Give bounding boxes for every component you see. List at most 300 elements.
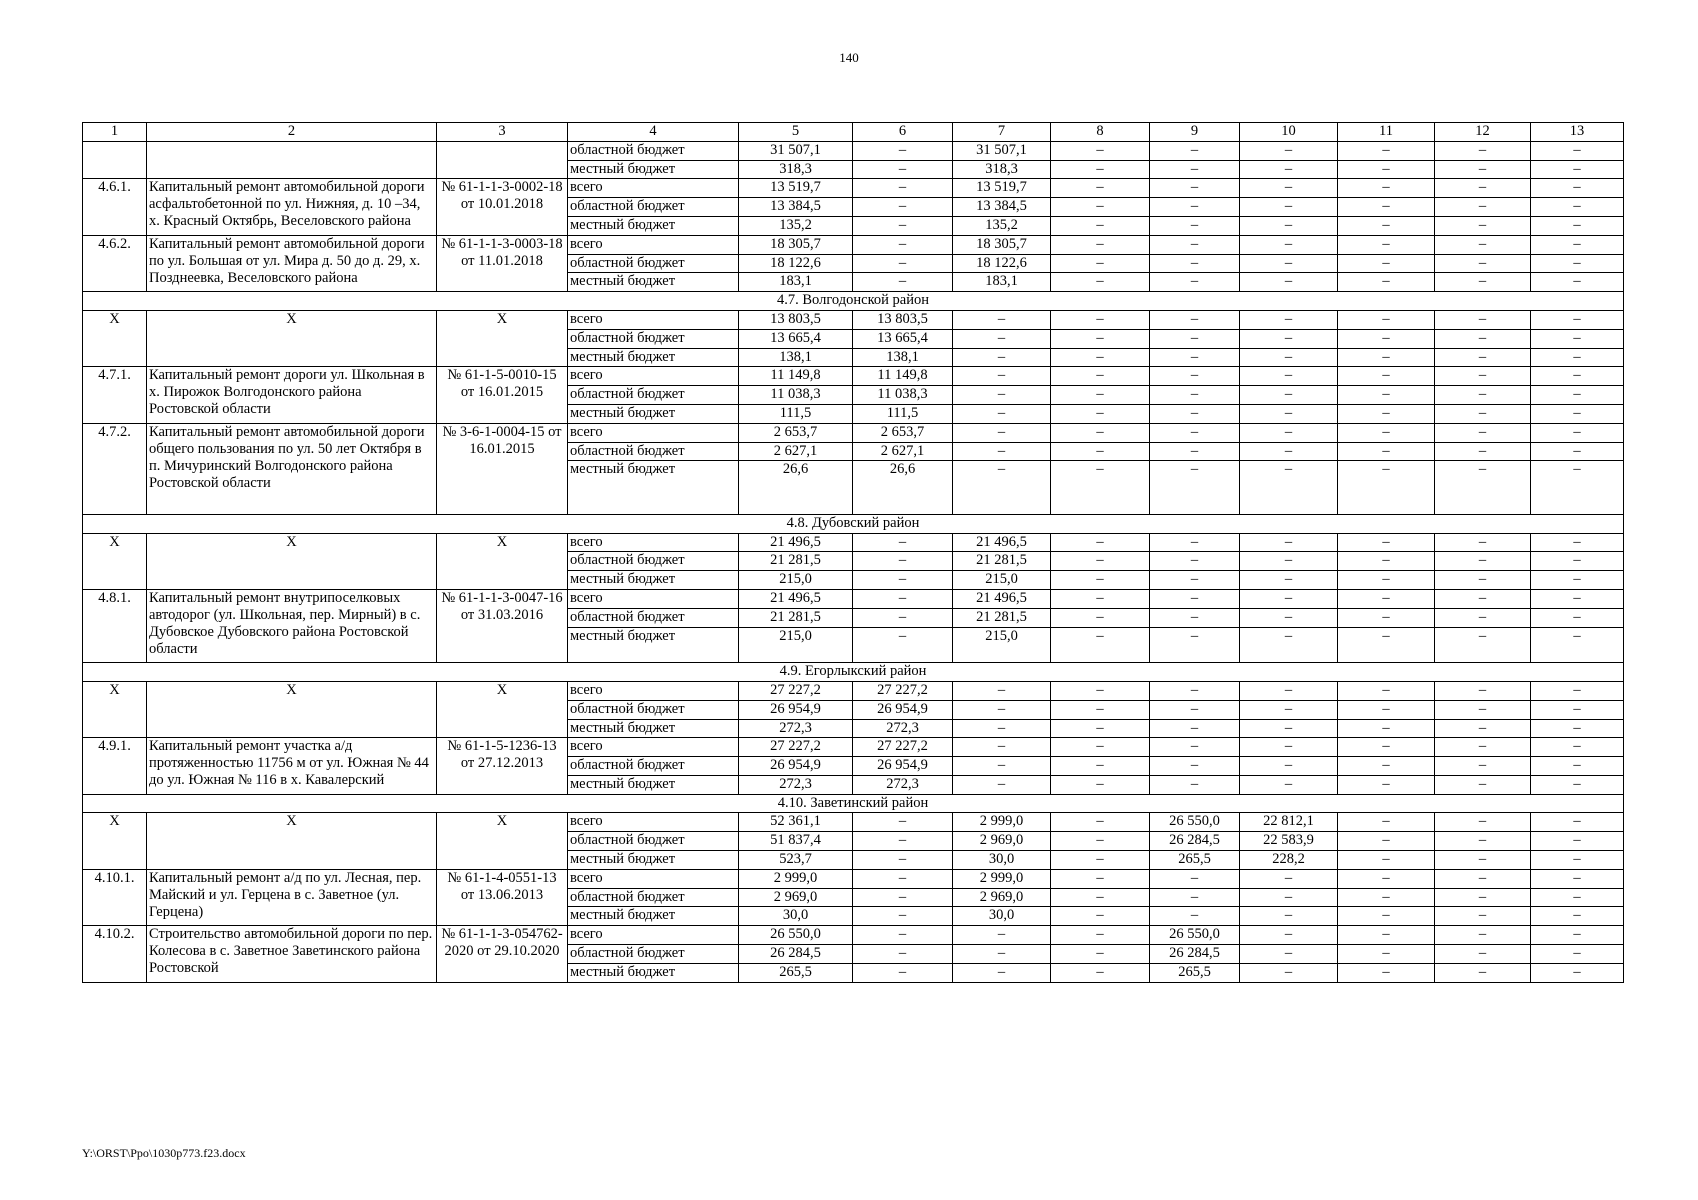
value-cell: – xyxy=(953,367,1051,386)
item-name: Х xyxy=(147,533,437,589)
budget-source-label: местный бюджет xyxy=(568,273,739,292)
value-cell: – xyxy=(1338,738,1435,757)
value-cell: 26 550,0 xyxy=(1150,926,1240,945)
item-number: 4.6.1. xyxy=(83,179,147,235)
value-cell: – xyxy=(1240,757,1338,776)
value-cell: – xyxy=(1240,719,1338,738)
value-cell: – xyxy=(1435,442,1531,461)
value-cell: – xyxy=(1051,386,1150,405)
value-cell: – xyxy=(853,608,953,627)
value-cell: – xyxy=(1150,235,1240,254)
item-number: Х xyxy=(83,533,147,589)
value-cell: – xyxy=(1531,888,1624,907)
value-cell: 26 284,5 xyxy=(1150,832,1240,851)
value-cell: – xyxy=(1435,367,1531,386)
item-document: № 61-1-1-3-054762-2020 от 29.10.2020 xyxy=(437,926,568,982)
value-cell: – xyxy=(853,851,953,870)
budget-source-label: всего xyxy=(568,235,739,254)
column-header: 1 xyxy=(83,123,147,142)
value-cell: – xyxy=(1531,273,1624,292)
value-cell: – xyxy=(1338,179,1435,198)
table-row xyxy=(83,589,1624,608)
value-cell: 26 954,9 xyxy=(739,757,853,776)
value-cell: – xyxy=(1435,198,1531,217)
value-cell: – xyxy=(953,386,1051,405)
value-cell: 27 227,2 xyxy=(853,738,953,757)
value-cell: – xyxy=(1338,869,1435,888)
column-header: 10 xyxy=(1240,123,1338,142)
value-cell: – xyxy=(1435,423,1531,442)
value-cell: – xyxy=(1338,216,1435,235)
value-cell: – xyxy=(1338,329,1435,348)
value-cell: – xyxy=(1435,273,1531,292)
budget-source-label: всего xyxy=(568,179,739,198)
table-row xyxy=(83,367,1624,386)
item-name: Капитальный ремонт участка а/д протяженностью 11756 м от ул. Южная № 44 до ул. Южная № 116 в х. Кавалерский xyxy=(147,738,437,794)
value-cell: 11 149,8 xyxy=(853,367,953,386)
value-cell: 11 038,3 xyxy=(853,386,953,405)
value-cell: – xyxy=(1051,851,1150,870)
value-cell: – xyxy=(1240,963,1338,982)
value-cell: – xyxy=(953,738,1051,757)
value-cell: – xyxy=(1051,423,1150,442)
value-cell: – xyxy=(1531,198,1624,217)
value-cell: – xyxy=(1240,461,1338,514)
value-cell: – xyxy=(1240,367,1338,386)
value-cell: – xyxy=(1240,273,1338,292)
value-cell: – xyxy=(1051,160,1150,179)
value-cell: – xyxy=(1531,235,1624,254)
value-cell: – xyxy=(1240,775,1338,794)
value-cell: – xyxy=(1338,310,1435,329)
value-cell: 21 496,5 xyxy=(739,533,853,552)
value-cell: – xyxy=(953,348,1051,367)
value-cell: – xyxy=(1051,552,1150,571)
item-number: 4.10.1. xyxy=(83,869,147,925)
value-cell: – xyxy=(1338,386,1435,405)
value-cell: – xyxy=(1531,627,1624,663)
value-cell: – xyxy=(1051,571,1150,590)
item-number: 4.7.2. xyxy=(83,423,147,514)
value-cell: – xyxy=(1150,888,1240,907)
value-cell: – xyxy=(1531,757,1624,776)
value-cell: – xyxy=(1435,719,1531,738)
value-cell: – xyxy=(1150,608,1240,627)
value-cell: 272,3 xyxy=(853,719,953,738)
budget-source-label: всего xyxy=(568,310,739,329)
budget-source-label: областной бюджет xyxy=(568,141,739,160)
value-cell: – xyxy=(1338,552,1435,571)
value-cell: – xyxy=(853,813,953,832)
value-cell: – xyxy=(1435,235,1531,254)
item-number xyxy=(83,141,147,179)
value-cell: – xyxy=(1435,832,1531,851)
value-cell: – xyxy=(853,235,953,254)
value-cell: 272,3 xyxy=(739,775,853,794)
value-cell: 52 361,1 xyxy=(739,813,853,832)
value-cell: – xyxy=(1240,552,1338,571)
value-cell: – xyxy=(1435,589,1531,608)
value-cell: – xyxy=(1531,461,1624,514)
value-cell: – xyxy=(1338,907,1435,926)
value-cell: – xyxy=(1435,533,1531,552)
value-cell: – xyxy=(1531,832,1624,851)
budget-source-label: областной бюджет xyxy=(568,442,739,461)
value-cell: – xyxy=(1435,888,1531,907)
item-document: Х xyxy=(437,813,568,869)
item-name: Строительство автомобильной дороги по пер. Колесова в с. Заветное Заветинского района Ростовской xyxy=(147,926,437,982)
value-cell: – xyxy=(1338,404,1435,423)
value-cell: 318,3 xyxy=(953,160,1051,179)
budget-source-label: областной бюджет xyxy=(568,945,739,964)
value-cell: – xyxy=(1150,757,1240,776)
value-cell: – xyxy=(1435,869,1531,888)
value-cell: – xyxy=(1051,869,1150,888)
value-cell: – xyxy=(1051,141,1150,160)
value-cell: – xyxy=(1531,681,1624,700)
value-cell: – xyxy=(1435,216,1531,235)
value-cell: – xyxy=(1150,627,1240,663)
value-cell: – xyxy=(1338,813,1435,832)
table-row xyxy=(83,926,1624,945)
value-cell: – xyxy=(953,926,1051,945)
column-header: 2 xyxy=(147,123,437,142)
column-header: 13 xyxy=(1531,123,1624,142)
value-cell: – xyxy=(1338,851,1435,870)
value-cell: – xyxy=(1531,348,1624,367)
value-cell: – xyxy=(953,963,1051,982)
value-cell: 183,1 xyxy=(739,273,853,292)
value-cell: – xyxy=(1531,179,1624,198)
value-cell: 183,1 xyxy=(953,273,1051,292)
item-number: Х xyxy=(83,681,147,737)
value-cell: – xyxy=(1338,963,1435,982)
value-cell: – xyxy=(1150,179,1240,198)
budget-source-label: местный бюджет xyxy=(568,719,739,738)
value-cell: – xyxy=(1338,775,1435,794)
budget-source-label: местный бюджет xyxy=(568,907,739,926)
value-cell: – xyxy=(1338,273,1435,292)
value-cell: – xyxy=(1051,404,1150,423)
value-cell: – xyxy=(1531,963,1624,982)
table-row xyxy=(83,141,1624,160)
budget-source-label: областной бюджет xyxy=(568,552,739,571)
item-document: № 61-1-1-3-0003-18 от 11.01.2018 xyxy=(437,235,568,291)
budget-source-label: всего xyxy=(568,423,739,442)
budget-source-label: местный бюджет xyxy=(568,775,739,794)
value-cell: – xyxy=(853,179,953,198)
value-cell: – xyxy=(1150,589,1240,608)
item-document: № 61-1-5-1236-13 от 27.12.2013 xyxy=(437,738,568,794)
value-cell: – xyxy=(1150,216,1240,235)
value-cell: – xyxy=(853,198,953,217)
value-cell: – xyxy=(1051,348,1150,367)
value-cell: – xyxy=(1240,329,1338,348)
value-cell: – xyxy=(1435,552,1531,571)
value-cell: 13 384,5 xyxy=(953,198,1051,217)
value-cell: – xyxy=(1051,461,1150,514)
value-cell: – xyxy=(1435,851,1531,870)
value-cell: – xyxy=(1531,310,1624,329)
value-cell: 21 281,5 xyxy=(739,552,853,571)
item-document: № 61-1-1-3-0047-16 от 31.03.2016 xyxy=(437,589,568,662)
value-cell: 2 627,1 xyxy=(853,442,953,461)
budget-table xyxy=(82,122,1624,983)
value-cell: – xyxy=(1435,254,1531,273)
value-cell: – xyxy=(1435,775,1531,794)
budget-source-label: всего xyxy=(568,926,739,945)
value-cell: – xyxy=(1531,386,1624,405)
value-cell: – xyxy=(1051,329,1150,348)
value-cell: – xyxy=(1240,179,1338,198)
budget-source-label: всего xyxy=(568,367,739,386)
value-cell: – xyxy=(1051,235,1150,254)
item-document: № 61-1-1-3-0002-18 от 10.01.2018 xyxy=(437,179,568,235)
value-cell: 26 284,5 xyxy=(739,945,853,964)
value-cell: 26 954,9 xyxy=(853,700,953,719)
value-cell: 138,1 xyxy=(739,348,853,367)
value-cell: 318,3 xyxy=(739,160,853,179)
value-cell: – xyxy=(1051,254,1150,273)
value-cell: 13 665,4 xyxy=(853,329,953,348)
budget-source-label: местный бюджет xyxy=(568,963,739,982)
value-cell: – xyxy=(1435,160,1531,179)
item-document: № 61-1-5-0010-15 от 16.01.2015 xyxy=(437,367,568,423)
value-cell: – xyxy=(1338,945,1435,964)
value-cell: – xyxy=(1338,442,1435,461)
table-row xyxy=(83,869,1624,888)
value-cell: 2 999,0 xyxy=(953,869,1051,888)
value-cell: – xyxy=(1051,273,1150,292)
value-cell: – xyxy=(853,216,953,235)
budget-source-label: областной бюджет xyxy=(568,386,739,405)
section-title: 4.10. Заветинский район xyxy=(83,794,1624,813)
value-cell: – xyxy=(1531,571,1624,590)
value-cell: 2 969,0 xyxy=(953,888,1051,907)
value-cell: 228,2 xyxy=(1240,851,1338,870)
value-cell: – xyxy=(1150,461,1240,514)
value-cell: – xyxy=(1051,700,1150,719)
value-cell: – xyxy=(1150,552,1240,571)
value-cell: 11 149,8 xyxy=(739,367,853,386)
value-cell: 18 305,7 xyxy=(739,235,853,254)
value-cell: – xyxy=(1051,757,1150,776)
value-cell: 523,7 xyxy=(739,851,853,870)
value-cell: – xyxy=(1435,329,1531,348)
value-cell: – xyxy=(853,273,953,292)
value-cell: 111,5 xyxy=(739,404,853,423)
value-cell: 18 122,6 xyxy=(953,254,1051,273)
value-cell: – xyxy=(1531,945,1624,964)
item-document: Х xyxy=(437,681,568,737)
budget-source-label: местный бюджет xyxy=(568,627,739,663)
budget-source-label: местный бюджет xyxy=(568,461,739,514)
section-title: 4.9. Егорлыкский район xyxy=(83,663,1624,682)
value-cell: – xyxy=(1150,348,1240,367)
budget-source-label: областной бюджет xyxy=(568,832,739,851)
value-cell: 18 305,7 xyxy=(953,235,1051,254)
value-cell: – xyxy=(1051,719,1150,738)
value-cell: 26,6 xyxy=(739,461,853,514)
value-cell: – xyxy=(1531,160,1624,179)
value-cell: – xyxy=(1531,216,1624,235)
budget-source-label: всего xyxy=(568,738,739,757)
value-cell: 2 627,1 xyxy=(739,442,853,461)
table-row xyxy=(83,179,1624,198)
table-row xyxy=(83,681,1624,700)
value-cell: – xyxy=(1531,851,1624,870)
value-cell: 26,6 xyxy=(853,461,953,514)
value-cell: – xyxy=(1435,738,1531,757)
budget-source-label: всего xyxy=(568,589,739,608)
value-cell: 2 653,7 xyxy=(739,423,853,442)
value-cell: – xyxy=(1338,571,1435,590)
value-cell: 22 583,9 xyxy=(1240,832,1338,851)
value-cell: – xyxy=(1240,608,1338,627)
value-cell: – xyxy=(1051,310,1150,329)
value-cell: – xyxy=(1531,254,1624,273)
value-cell: – xyxy=(1240,926,1338,945)
value-cell: – xyxy=(1338,235,1435,254)
value-cell: 13 665,4 xyxy=(739,329,853,348)
value-cell: – xyxy=(1240,235,1338,254)
table-row xyxy=(83,813,1624,832)
budget-source-label: местный бюджет xyxy=(568,216,739,235)
column-header: 4 xyxy=(568,123,739,142)
table-row xyxy=(83,423,1624,442)
value-cell: – xyxy=(1150,423,1240,442)
value-cell: – xyxy=(853,589,953,608)
budget-source-label: областной бюджет xyxy=(568,198,739,217)
value-cell: – xyxy=(1150,404,1240,423)
value-cell: – xyxy=(1240,533,1338,552)
value-cell: – xyxy=(1150,160,1240,179)
value-cell: 22 812,1 xyxy=(1240,813,1338,832)
value-cell: – xyxy=(953,404,1051,423)
value-cell: 21 281,5 xyxy=(953,552,1051,571)
value-cell: – xyxy=(1240,907,1338,926)
budget-source-label: местный бюджет xyxy=(568,571,739,590)
value-cell: – xyxy=(1051,775,1150,794)
value-cell: – xyxy=(1435,926,1531,945)
value-cell: – xyxy=(1051,681,1150,700)
value-cell: – xyxy=(1531,608,1624,627)
value-cell: – xyxy=(953,775,1051,794)
value-cell: – xyxy=(1051,926,1150,945)
value-cell: – xyxy=(953,423,1051,442)
value-cell: – xyxy=(953,719,1051,738)
value-cell: – xyxy=(953,700,1051,719)
item-name: Капитальный ремонт а/д по ул. Лесная, пер. Майский и ул. Герцена в с. Заветное (ул. Герцена) xyxy=(147,869,437,925)
value-cell: – xyxy=(853,160,953,179)
header-row xyxy=(83,123,1624,142)
value-cell: – xyxy=(1338,681,1435,700)
value-cell: – xyxy=(1531,329,1624,348)
value-cell: 27 227,2 xyxy=(739,738,853,757)
item-name: Капитальный ремонт автомобильной дороги общего пользования по ул. 50 лет Октября в п. Мичуринский Волгодонского района Ростовской области xyxy=(147,423,437,514)
value-cell: – xyxy=(1338,533,1435,552)
value-cell: – xyxy=(1150,869,1240,888)
item-number: 4.10.2. xyxy=(83,926,147,982)
value-cell: 18 122,6 xyxy=(739,254,853,273)
value-cell: – xyxy=(1338,254,1435,273)
value-cell: – xyxy=(1435,179,1531,198)
value-cell: – xyxy=(1435,700,1531,719)
value-cell: 138,1 xyxy=(853,348,953,367)
item-name: Х xyxy=(147,310,437,366)
value-cell: – xyxy=(1435,757,1531,776)
value-cell: – xyxy=(1338,926,1435,945)
value-cell: – xyxy=(1435,386,1531,405)
value-cell: 2 999,0 xyxy=(739,869,853,888)
value-cell: – xyxy=(1435,681,1531,700)
value-cell: 272,3 xyxy=(853,775,953,794)
value-cell: 30,0 xyxy=(953,851,1051,870)
value-cell: – xyxy=(1338,627,1435,663)
budget-source-label: всего xyxy=(568,681,739,700)
value-cell: – xyxy=(1435,627,1531,663)
value-cell: 13 384,5 xyxy=(739,198,853,217)
value-cell: – xyxy=(853,571,953,590)
item-name: Капитальный ремонт внутрипоселковых автодорог (ул. Школьная, пер. Мирный) в с. Дубовское Дубовского района Ростовской области xyxy=(147,589,437,662)
column-header: 12 xyxy=(1435,123,1531,142)
value-cell: – xyxy=(1240,442,1338,461)
budget-source-label: местный бюджет xyxy=(568,160,739,179)
value-cell: – xyxy=(853,963,953,982)
value-cell: 13 803,5 xyxy=(853,310,953,329)
value-cell: – xyxy=(853,141,953,160)
value-cell: – xyxy=(953,461,1051,514)
value-cell: – xyxy=(1240,589,1338,608)
value-cell: 27 227,2 xyxy=(853,681,953,700)
value-cell: 2 969,0 xyxy=(739,888,853,907)
item-number: 4.9.1. xyxy=(83,738,147,794)
item-number: Х xyxy=(83,813,147,869)
value-cell: – xyxy=(1531,552,1624,571)
value-cell: – xyxy=(1240,254,1338,273)
value-cell: – xyxy=(1051,832,1150,851)
value-cell: – xyxy=(1150,273,1240,292)
value-cell: 265,5 xyxy=(739,963,853,982)
value-cell: – xyxy=(1531,141,1624,160)
value-cell: – xyxy=(1531,907,1624,926)
value-cell: – xyxy=(953,442,1051,461)
value-cell: – xyxy=(1240,404,1338,423)
value-cell: – xyxy=(1435,461,1531,514)
column-header: 9 xyxy=(1150,123,1240,142)
value-cell: – xyxy=(1150,386,1240,405)
value-cell: 30,0 xyxy=(739,907,853,926)
value-cell: 2 653,7 xyxy=(853,423,953,442)
value-cell: – xyxy=(1150,141,1240,160)
value-cell: – xyxy=(1150,533,1240,552)
value-cell: – xyxy=(1435,945,1531,964)
value-cell: – xyxy=(1531,404,1624,423)
value-cell: – xyxy=(1240,423,1338,442)
section-title: 4.8. Дубовский район xyxy=(83,514,1624,533)
item-name: Х xyxy=(147,813,437,869)
value-cell: – xyxy=(1051,179,1150,198)
value-cell: – xyxy=(1338,832,1435,851)
value-cell: 21 281,5 xyxy=(953,608,1051,627)
item-name: Капитальный ремонт автомобильной дороги асфальтобетонной по ул. Нижняя, д. 10 –34, х. Красный Октябрь, Веселовского района xyxy=(147,179,437,235)
value-cell: 215,0 xyxy=(739,571,853,590)
value-cell: – xyxy=(1435,571,1531,590)
value-cell: – xyxy=(1240,945,1338,964)
value-cell: 135,2 xyxy=(953,216,1051,235)
value-cell: – xyxy=(1240,216,1338,235)
value-cell: 30,0 xyxy=(953,907,1051,926)
